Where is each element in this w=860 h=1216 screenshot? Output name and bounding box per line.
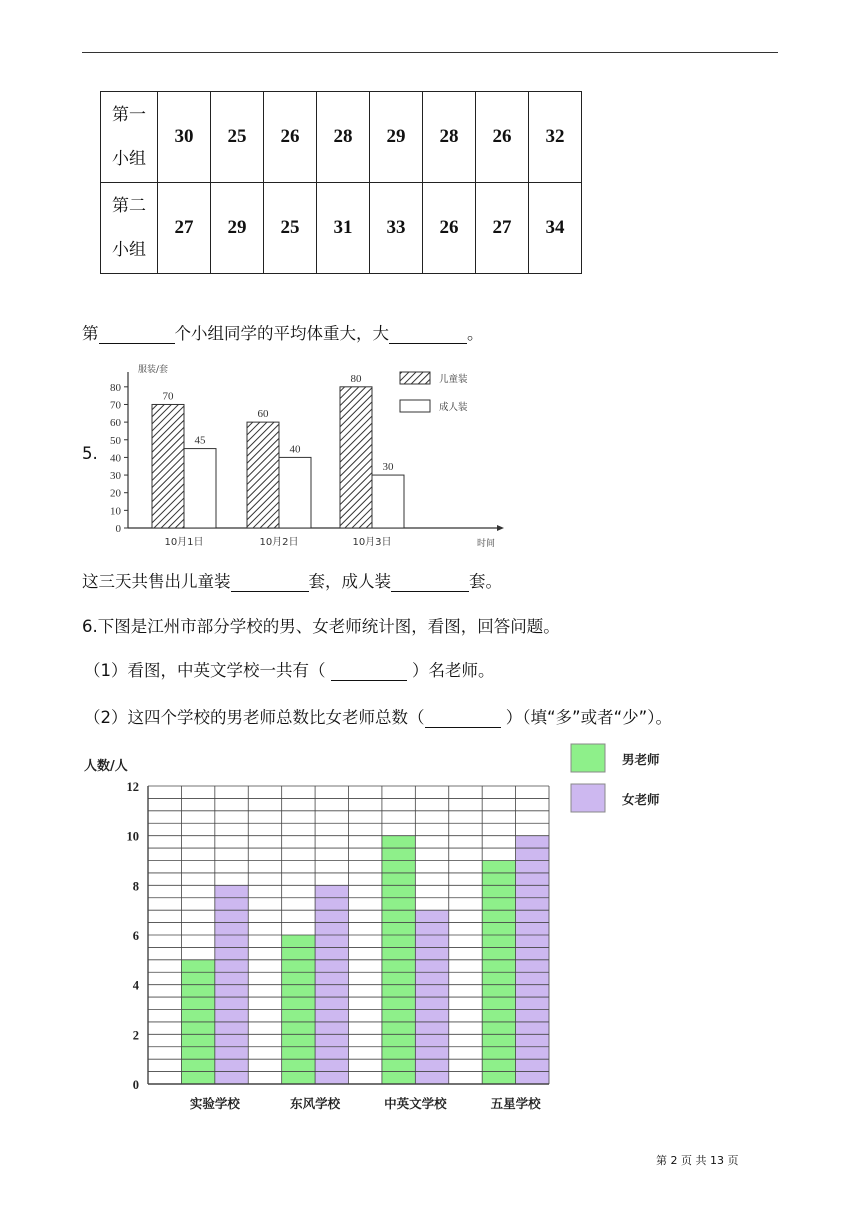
table-cell: 27	[476, 183, 529, 274]
answer-blank[interactable]	[231, 573, 309, 592]
table-cell: 32	[529, 92, 582, 183]
legend-label: 女老师	[622, 792, 660, 807]
y-axis-label: 人数/人	[84, 759, 128, 774]
table-cell: 27	[158, 183, 211, 274]
table-cell: 33	[370, 183, 423, 274]
y-tick-label: 80	[110, 381, 121, 394]
y-tick-label: 60	[110, 417, 121, 430]
table-cell: 28	[317, 92, 370, 183]
adult-bar	[184, 449, 216, 528]
table-cell: 31	[317, 183, 370, 274]
teachers-chart	[76, 740, 716, 1120]
page-footer: 第 2 页 共 13 页	[656, 1154, 739, 1167]
table-cell: 30	[158, 92, 211, 183]
table-cell: 28	[423, 92, 476, 183]
children-bar	[152, 404, 184, 528]
q6-sub2: （2）这四个学校的男老师总数比女老师总数（ ）（填“多”或者“少”）。	[84, 708, 672, 727]
legend-swatch-adult	[400, 400, 430, 412]
bar-value-label: 30	[382, 461, 394, 474]
answer-blank[interactable]	[391, 573, 469, 592]
y-tick-label: 30	[110, 470, 121, 483]
x-axis-arrow	[497, 525, 504, 531]
y-tick-label: 50	[110, 434, 121, 447]
table-cell: 26	[476, 92, 529, 183]
x-tick-label: 10月1日	[164, 537, 204, 548]
y-tick-label: 10	[110, 505, 121, 518]
table-cell: 25	[264, 183, 317, 274]
y-tick-label: 40	[110, 452, 121, 465]
table-cell: 29	[370, 92, 423, 183]
legend-swatch-children	[400, 372, 430, 384]
y-tick-label: 6	[132, 929, 139, 943]
legend-label: 男老师	[622, 752, 660, 767]
y-tick-label: 0	[132, 1078, 139, 1092]
q4-text: 第 个小组同学的平均体重大，大 。	[82, 324, 484, 343]
answer-blank[interactable]	[331, 662, 407, 681]
y-tick-label: 12	[126, 780, 139, 794]
answer-blank[interactable]	[389, 325, 467, 344]
row-label: 第一 小组	[101, 92, 158, 183]
bar-value-label: 40	[289, 443, 301, 456]
row-label: 第二 小组	[101, 183, 158, 274]
y-axis-label: 服装/套	[138, 365, 169, 375]
x-tick-label: 东风学校	[290, 1096, 341, 1111]
header-rule	[82, 52, 778, 53]
y-tick-label: 8	[132, 879, 139, 894]
table-cell: 26	[264, 92, 317, 183]
bar-value-label: 80	[350, 372, 362, 385]
q6-sub1: （1）看图，中英文学校一共有（ ）名老师。	[84, 661, 495, 680]
bar-value-label: 70	[162, 390, 174, 403]
legend-swatch-male	[571, 744, 605, 772]
y-tick-label: 20	[110, 487, 121, 500]
table-cell: 29	[211, 183, 264, 274]
x-tick-label: 10月2日	[259, 537, 299, 548]
bar-value-label: 45	[194, 434, 206, 447]
table-row	[101, 92, 582, 183]
y-tick-label: 10	[126, 829, 139, 844]
bar-value-label: 60	[257, 408, 269, 421]
children-bar	[340, 387, 372, 528]
answer-blank[interactable]	[99, 325, 175, 344]
y-tick-label: 2	[132, 1028, 139, 1043]
y-tick-label: 0	[115, 523, 121, 535]
table-row	[101, 183, 582, 274]
q5-number: 5.	[82, 444, 98, 463]
legend-label: 成人装	[439, 402, 468, 413]
q6-intro: 6.下图是江州市部分学校的男、女老师统计图，看图，回答问题。	[82, 617, 560, 636]
answer-blank[interactable]	[425, 709, 501, 728]
y-tick-label: 70	[110, 399, 121, 412]
x-tick-label: 五星学校	[490, 1096, 541, 1111]
table-cell: 34	[529, 183, 582, 274]
adult-bar	[372, 475, 404, 528]
table-cell: 25	[211, 92, 264, 183]
weight-table	[100, 91, 582, 274]
y-tick-label: 4	[132, 978, 139, 993]
x-tick-label: 10月3日	[352, 537, 392, 548]
adult-bar	[279, 457, 311, 528]
x-axis-label: 时间	[477, 539, 496, 549]
x-tick-label: 实验学校	[189, 1096, 240, 1111]
children-bar	[247, 422, 279, 528]
table-cell: 26	[423, 183, 476, 274]
clothing-sales-chart	[95, 360, 515, 550]
legend-label: 儿童装	[439, 374, 468, 385]
q5-text: 这三天共售出儿童装 套，成人装 套。	[82, 572, 502, 591]
x-tick-label: 中英文学校	[384, 1096, 447, 1111]
legend-swatch-female	[571, 784, 605, 812]
